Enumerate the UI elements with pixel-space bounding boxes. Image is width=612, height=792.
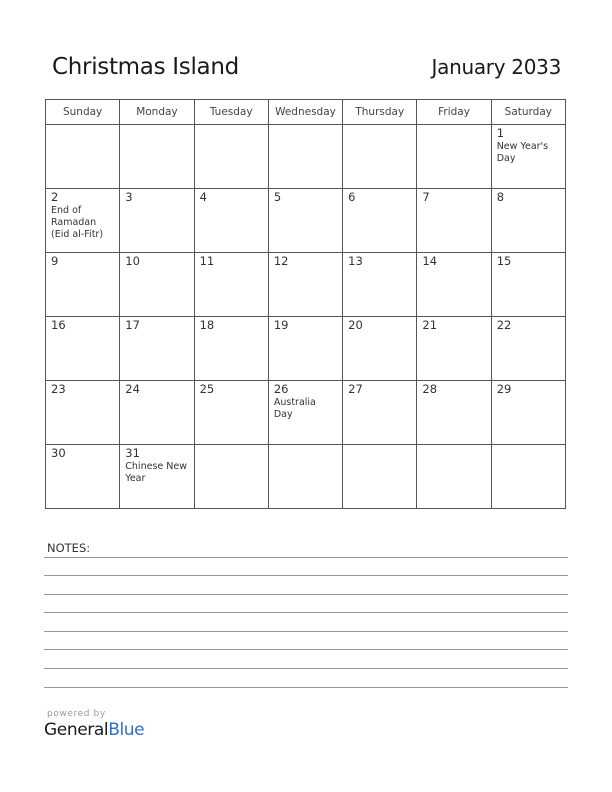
notes-line [44, 649, 568, 650]
day-cell [417, 253, 491, 317]
notes-label: NOTES: [47, 541, 91, 555]
day-number: 27 [348, 382, 363, 396]
day-cell [491, 445, 565, 509]
day-cell [491, 189, 565, 253]
day-cell [417, 189, 491, 253]
day-number: 21 [422, 318, 438, 332]
weekday-header: Monday [120, 100, 194, 125]
day-number: 9 [51, 254, 59, 268]
day-number: 20 [348, 318, 363, 332]
day-cell [268, 189, 342, 253]
day-cell [120, 253, 194, 317]
day-number: 3 [125, 190, 133, 204]
weekday-header: Sunday [46, 100, 120, 125]
day-cell [194, 445, 268, 509]
week-row [46, 189, 566, 253]
day-number: 7 [422, 190, 430, 204]
day-cell [194, 125, 268, 189]
day-cell [268, 253, 342, 317]
notes-line [44, 612, 568, 613]
day-cell [417, 317, 491, 381]
day-number: 15 [496, 254, 512, 268]
weekday-header: Saturday [491, 100, 565, 125]
day-number: 13 [348, 254, 363, 268]
day-number: 23 [51, 382, 66, 396]
day-cell [343, 381, 417, 445]
day-cell [491, 381, 565, 445]
day-cell [343, 445, 417, 509]
day-number: 31 [125, 446, 140, 460]
week-row [46, 253, 566, 317]
day-cell [268, 317, 342, 381]
day-number: 26 [273, 382, 289, 396]
day-cell [46, 445, 120, 509]
day-cell [46, 125, 120, 189]
day-cell [343, 125, 417, 189]
day-cell [268, 381, 342, 445]
day-number: 6 [348, 190, 356, 204]
notes-line [44, 668, 568, 669]
week-row [46, 125, 566, 189]
day-cell [491, 253, 565, 317]
day-cell [343, 253, 417, 317]
brand-blue-text: Blue [108, 720, 145, 740]
day-cell [268, 125, 342, 189]
day-cell [120, 189, 194, 253]
day-number: 19 [273, 318, 289, 332]
day-number: 1 [496, 126, 505, 140]
day-number: 29 [496, 382, 512, 396]
day-cell [120, 125, 194, 189]
day-number: 30 [51, 446, 66, 460]
day-number: 11 [199, 254, 215, 268]
day-cell [194, 253, 268, 317]
day-cell [343, 189, 417, 253]
holiday-label: New Year's Day [496, 141, 549, 164]
day-number: 5 [273, 190, 282, 204]
powered-by-text: powered by [47, 709, 106, 719]
notes-line [44, 687, 568, 688]
week-row [46, 317, 566, 381]
day-cell [491, 125, 565, 189]
weekday-header: Friday [417, 100, 491, 125]
week-row [46, 445, 566, 509]
calendar-country-title: Christmas Island [52, 54, 239, 80]
day-number: 10 [125, 254, 140, 268]
brand-logo[interactable] [44, 720, 144, 740]
day-cell [268, 445, 342, 509]
day-cell [120, 317, 194, 381]
day-number: 18 [199, 318, 215, 332]
day-cell [417, 381, 491, 445]
day-number: 4 [199, 190, 207, 204]
day-cell [194, 317, 268, 381]
calendar-grid [45, 99, 566, 509]
holiday-label: Australia Day [273, 397, 316, 420]
day-number: 25 [199, 382, 215, 396]
notes-line [44, 631, 568, 632]
notes-line [44, 575, 568, 576]
week-row [46, 381, 566, 445]
weekday-header: Wednesday [268, 100, 342, 125]
day-cell [46, 189, 120, 253]
weekday-header-row [46, 100, 566, 125]
day-cell [491, 317, 565, 381]
weekday-header: Thursday [343, 100, 417, 125]
day-cell [46, 253, 120, 317]
day-number: 24 [125, 382, 140, 396]
holiday-label: Chinese New Year [125, 461, 187, 484]
holiday-label: End of Ramadan (Eid al-Fitr) [51, 205, 104, 240]
day-number: 12 [273, 254, 289, 268]
day-number: 22 [496, 318, 512, 332]
day-number: 17 [125, 318, 140, 332]
notes-line [44, 557, 568, 558]
day-cell [120, 381, 194, 445]
day-cell [343, 317, 417, 381]
day-cell [46, 317, 120, 381]
day-cell [417, 445, 491, 509]
day-number: 16 [51, 318, 66, 332]
day-cell [417, 125, 491, 189]
day-number: 28 [422, 382, 438, 396]
day-number: 8 [496, 190, 505, 204]
day-cell [194, 189, 268, 253]
brand-general-text: General [44, 720, 109, 740]
notes-line [44, 594, 568, 595]
day-cell [46, 381, 120, 445]
day-number: 14 [422, 254, 438, 268]
day-cell [194, 381, 268, 445]
weekday-header: Tuesday [194, 100, 268, 125]
calendar-month-title: January 2033 [431, 55, 561, 79]
day-cell [120, 445, 194, 509]
day-number: 2 [51, 190, 59, 204]
